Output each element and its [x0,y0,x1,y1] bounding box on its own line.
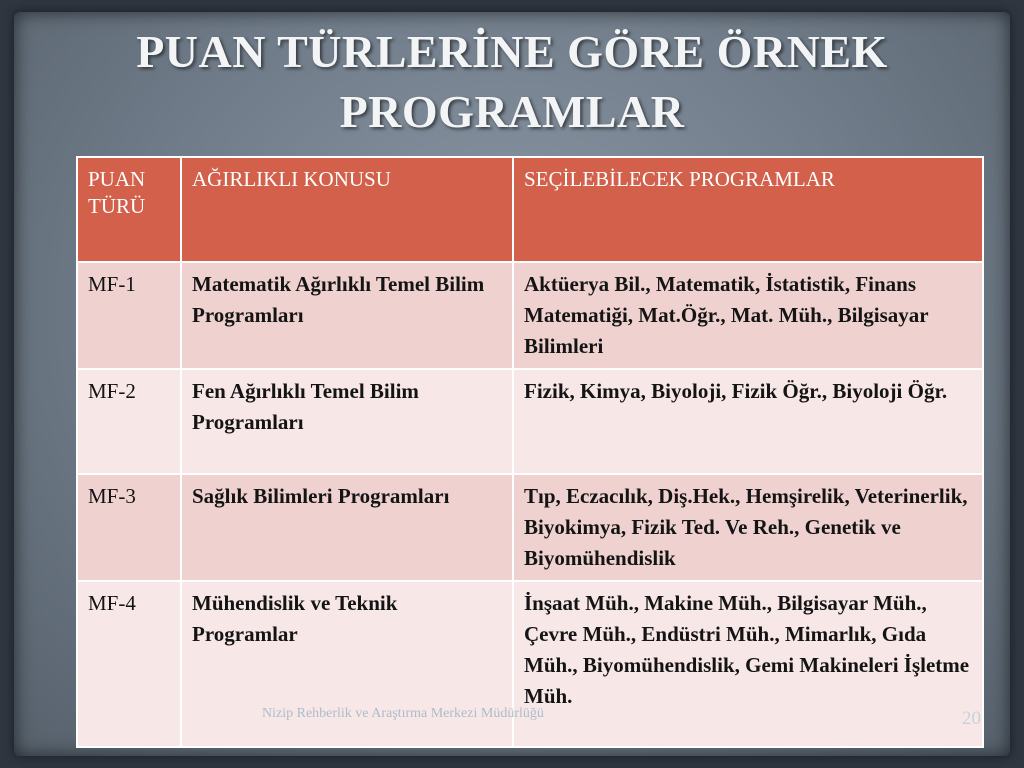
header-cell-puan-turu: PUAN TÜRÜ [77,157,181,262]
slide-title [0,22,1024,142]
cell-puan-turu: MF-3 [77,474,181,581]
programs-table [76,156,984,748]
title-line-1: PUAN TÜRLERİNE GÖRE ÖRNEK [136,26,888,77]
table-row [77,581,983,747]
slide-number: 20 [962,708,981,729]
cell-agirlikli-konusu: Sağlık Bilimleri Programları [181,474,513,581]
cell-agirlikli-konusu: Matematik Ağırlıklı Temel Bilim Programları [181,262,513,369]
cell-programlar: İnşaat Müh., Makine Müh., Bilgisayar Müh., Çevre Müh., Endüstri Müh., Mimarlık, Gıda Müh., Biyomühendislik, Gemi Makineleri İşletme Müh. [513,581,983,747]
cell-puan-turu: MF-1 [77,262,181,369]
cell-programlar: Aktüerya Bil., Matematik, İstatistik, Finans Matematiği, Mat.Öğr., Mat. Müh., Bilgisayar Bilimleri [513,262,983,369]
slide-footer: Nizip Rehberlik ve Araştırma Merkezi Müdürlüğü [262,706,544,721]
table-header-row [77,157,983,262]
cell-puan-turu: MF-4 [77,581,181,747]
table-row [77,262,983,369]
cell-programlar: Fizik, Kimya, Biyoloji, Fizik Öğr., Biyoloji Öğr. [513,369,983,474]
header-cell-agirlikli-konusu: AĞIRLIKLI KONUSU [181,157,513,262]
cell-puan-turu: MF-2 [77,369,181,474]
header-cell-secilebilecek-programlar: SEÇİLEBİLECEK PROGRAMLAR [513,157,983,262]
cell-agirlikli-konusu: Mühendislik ve Teknik Programlar [181,581,513,747]
cell-agirlikli-konusu: Fen Ağırlıklı Temel Bilim Programları [181,369,513,474]
title-line-2: PROGRAMLAR [339,86,685,137]
cell-programlar: Tıp, Eczacılık, Diş.Hek., Hemşirelik, Veterinerlik, Biyokimya, Fizik Ted. Ve Reh., Genetik ve Biyomühendislik [513,474,983,581]
table-row [77,369,983,474]
table-row [77,474,983,581]
